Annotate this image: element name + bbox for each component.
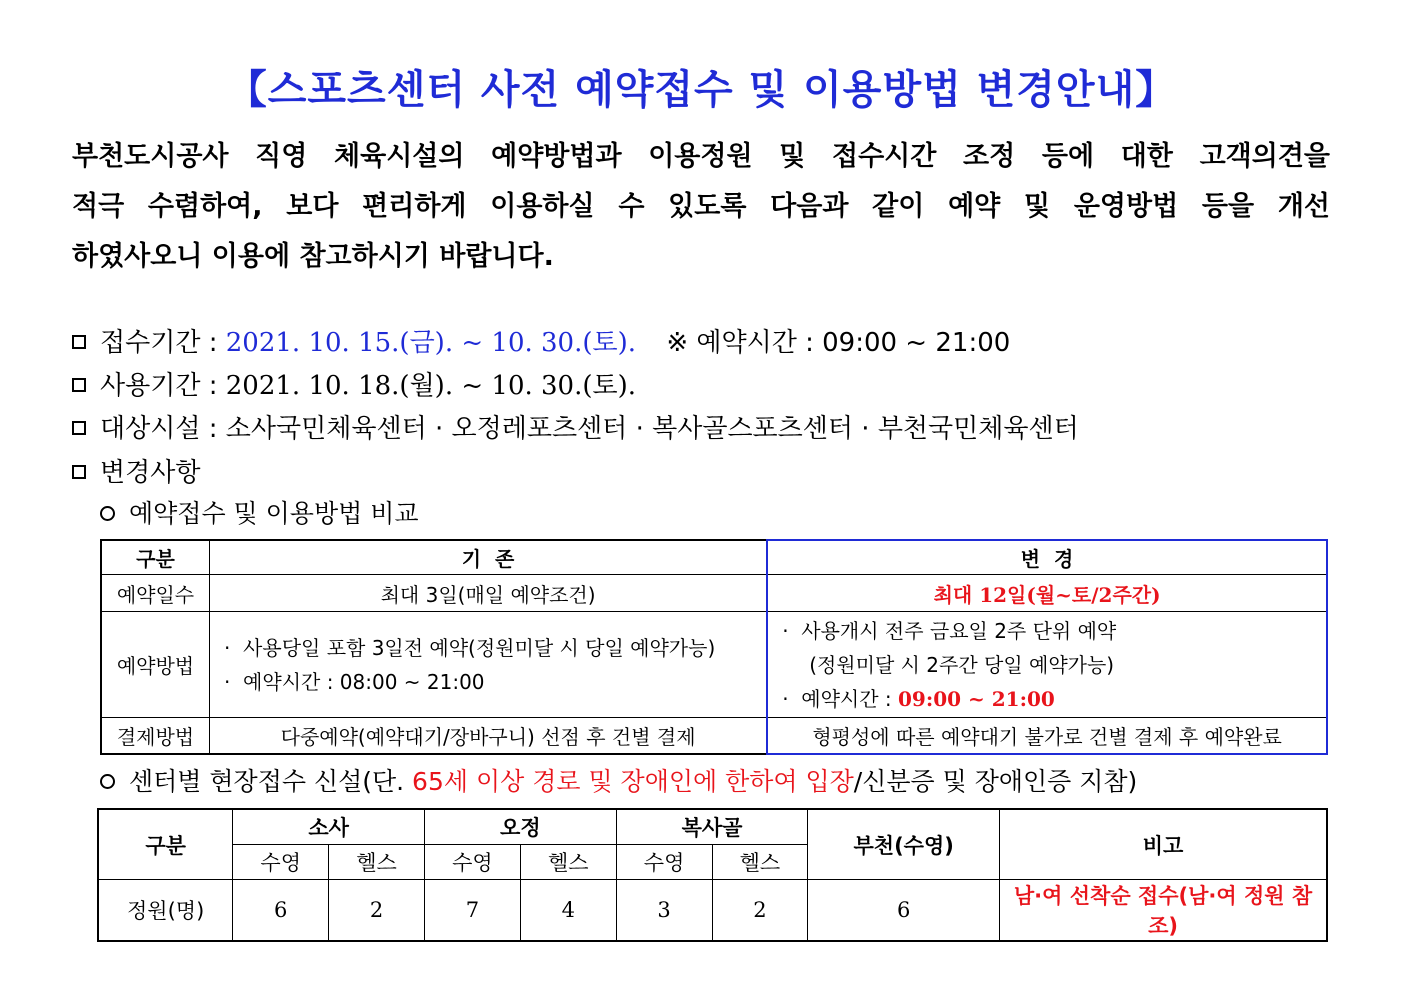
intro-line: 부천도시공사 직영 체육시설의 예약방법과 이용정원 및 접수시간 조정 등에 대한 고객의견을 — [72, 141, 1330, 172]
header-health: 헬스 — [520, 845, 616, 880]
square-bullet-icon — [72, 335, 86, 349]
usage-period-item — [72, 365, 636, 402]
header-health: 헬스 — [712, 845, 808, 880]
capacity-value: 6 — [808, 880, 1000, 942]
intro-line: 적극 수렴하여, 보다 편리하게 이용하실 수 있도록 다음과 같이 예약 및 운영방법 등을 개선 — [72, 191, 1330, 222]
capacity-value: 6 — [233, 880, 329, 942]
facility-item — [72, 408, 1079, 445]
square-bullet-icon — [72, 378, 86, 392]
row-payment-before: 다중예약(예약대기/장바구니) 선점 후 건별 결제 — [209, 718, 767, 754]
usage-value: 2021. 10. 18.(월). ~ 10. 30.(토). — [225, 371, 637, 401]
square-bullet-icon — [72, 421, 86, 435]
reception-value: 2021. 10. 15.(금). ~ 10. 30.(토). — [225, 328, 637, 358]
changes-label: 변경사항 — [100, 458, 201, 488]
capacity-value: 2 — [329, 880, 425, 942]
capacity-value: 4 — [520, 880, 616, 942]
section2-heading — [100, 762, 1137, 798]
square-bullet-icon — [72, 465, 86, 479]
intro-paragraph — [72, 132, 1330, 282]
facility-value: 소사국민체육센터 · 오정레포츠센터 · 복사골스포츠센터 · 부천국민체육센터 — [225, 414, 1079, 444]
row-method-label: 예약방법 — [101, 612, 209, 718]
section1-heading-text: 예약접수 및 이용방법 비교 — [129, 499, 419, 528]
header-note: 비고 — [1000, 809, 1327, 880]
header-ojeong: 오정 — [424, 809, 616, 845]
reception-period-item — [72, 322, 1010, 359]
method-after-line: (정원미달 시 2주간 당일 예약가능) — [809, 652, 1115, 677]
capacity-note: 남·여 선착순 접수(남·여 정원 참조) — [1000, 880, 1327, 942]
header-swim: 수영 — [233, 845, 329, 880]
circle-bullet-icon — [100, 506, 115, 521]
capacity-value: 3 — [616, 880, 712, 942]
page-title: 【스포츠센터 사전 예약접수 및 이용방법 변경안내】 — [226, 67, 1177, 113]
intro-line: 하였사오니 이용에 참고하시기 바랍니다. — [72, 241, 554, 272]
row-days-before: 최대 3일(매일 예약조건) — [209, 575, 767, 612]
header-swim: 수영 — [424, 845, 520, 880]
header-swim: 수영 — [616, 845, 712, 880]
method-before-line: · 예약시간 : 08:00 ~ 21:00 — [223, 669, 485, 694]
row-method-before — [209, 612, 767, 718]
row-payment-after: 형평성에 따른 예약대기 불가로 건별 결제 후 예약완료 — [767, 718, 1327, 754]
header-bucheon: 부천(수영) — [808, 809, 1000, 880]
method-before-line: · 사용당일 포함 3일전 예약(정원미달 시 당일 예약가능) — [223, 635, 716, 660]
row-method-after — [767, 612, 1327, 718]
row-days-after: 최대 12일(월~토/2주간) — [767, 575, 1327, 612]
method-after-time-value: 09:00 ~ 21:00 — [898, 686, 1055, 711]
changes-item — [72, 452, 200, 489]
reception-label: 접수기간 : — [100, 328, 218, 358]
header-boksagol: 복사골 — [616, 809, 808, 845]
comparison-table — [100, 539, 1328, 755]
reservation-time: ※ 예약시간 : 09:00 ~ 21:00 — [666, 328, 1011, 358]
usage-label: 사용기간 : — [100, 371, 218, 401]
section2-heading-highlight: 65세 이상 경로 및 장애인에 한하여 입장 — [412, 767, 854, 796]
section1-heading — [100, 494, 419, 530]
method-after-line: · 사용개시 전주 금요일 2주 단위 예약 — [782, 618, 1117, 643]
method-after-line — [782, 682, 1326, 716]
method-after-time-prefix: · 예약시간 : — [782, 686, 898, 711]
section2-heading-suffix: /신분증 및 장애인증 지참) — [853, 767, 1138, 796]
header-before: 기 존 — [209, 540, 767, 575]
header-after: 변 경 — [767, 540, 1327, 575]
header-category: 구분 — [101, 540, 209, 575]
row-days-label: 예약일수 — [101, 575, 209, 612]
circle-bullet-icon — [100, 774, 115, 789]
row-capacity-label: 정원(명) — [98, 880, 233, 942]
capacity-value: 7 — [424, 880, 520, 942]
header-health: 헬스 — [329, 845, 425, 880]
header-sosa: 소사 — [233, 809, 425, 845]
capacity-value: 2 — [712, 880, 808, 942]
row-payment-label: 결제방법 — [101, 718, 209, 754]
facility-label: 대상시설 : — [100, 414, 218, 444]
header-category: 구분 — [98, 809, 233, 880]
capacity-table — [97, 808, 1328, 942]
section2-heading-prefix: 센터별 현장접수 신설(단. — [129, 767, 413, 796]
